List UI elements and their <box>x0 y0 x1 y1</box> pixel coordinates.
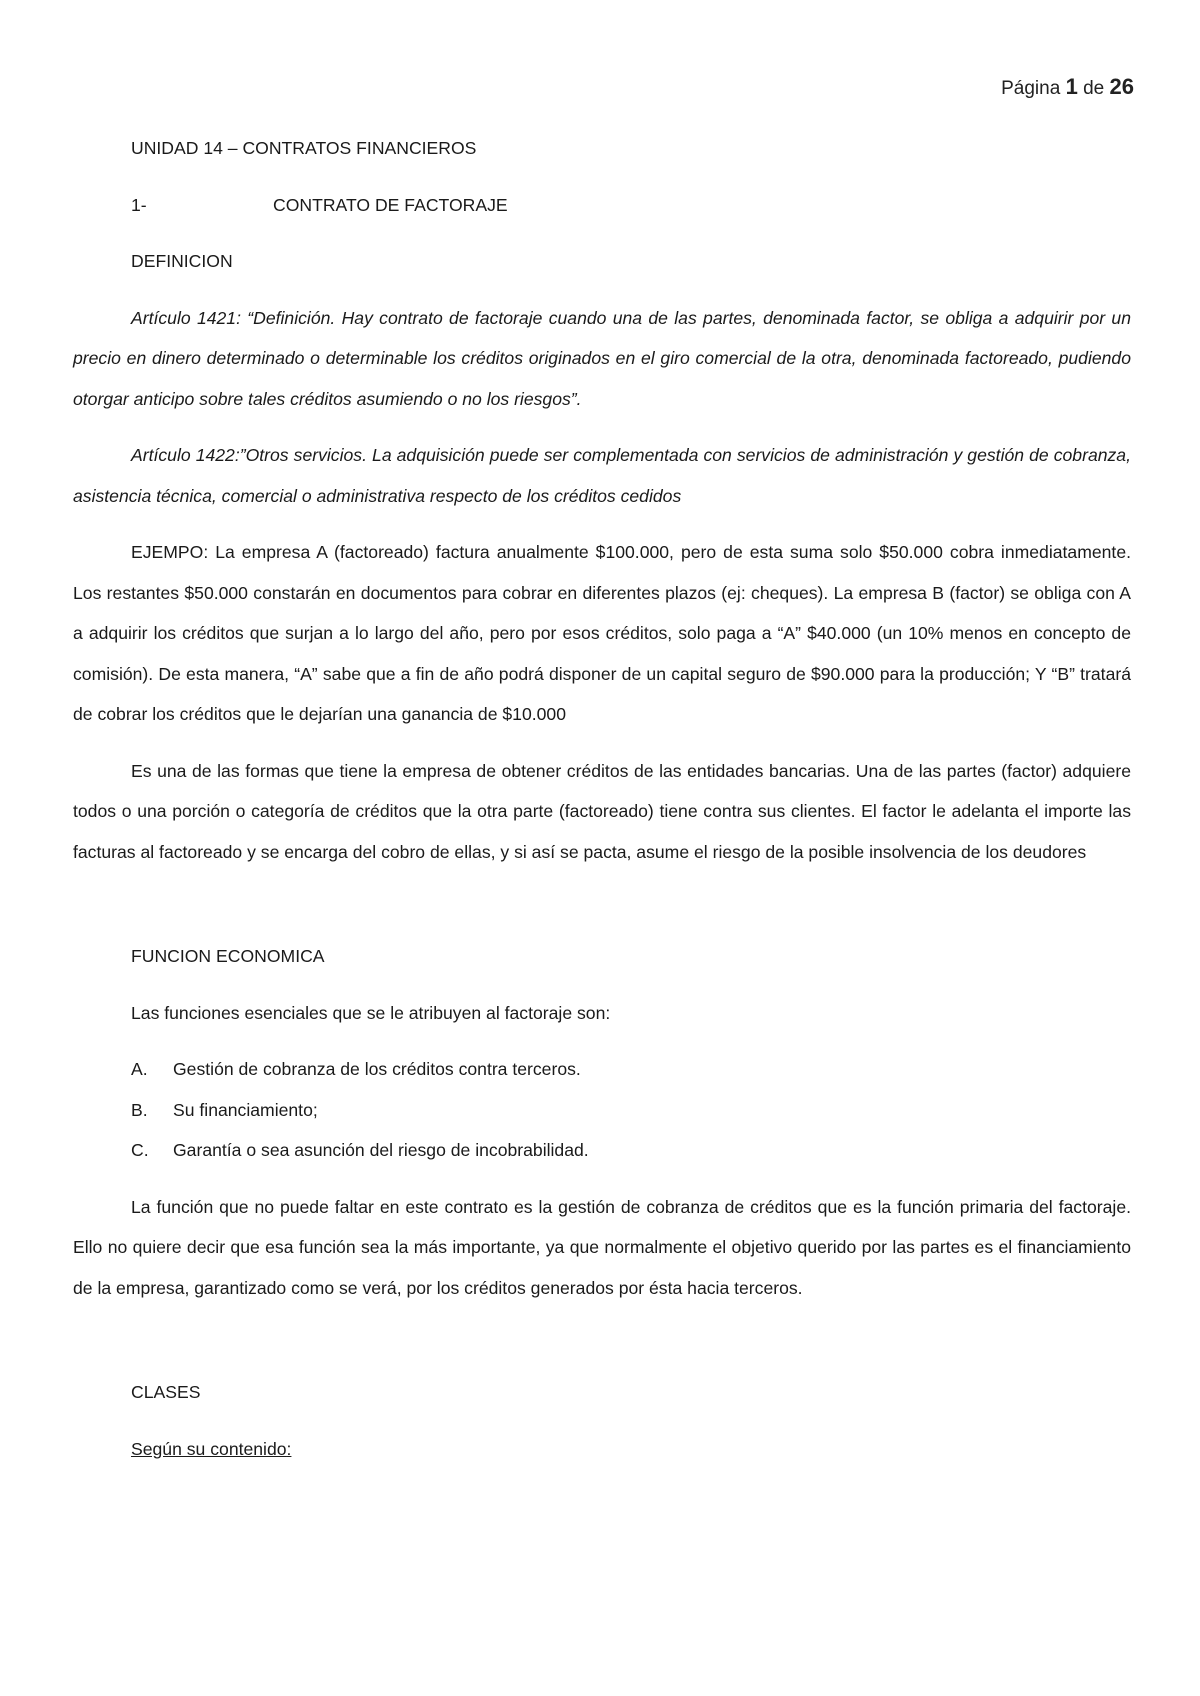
list-item <box>73 1090 1131 1131</box>
funcion-paragraph: La función que no puede faltar en este contrato es la gestión de cobranza de créditos que es la función primaria del factoraje. Ello no quiere decir que esa función sea la más importante, ya que normalmente el objetivo querido por las partes es el financiamiento de la empresa, garantizado como se verá, por los créditos generados por ésta hacia terceros. <box>73 1196 1131 1298</box>
funciones-list <box>73 1049 1131 1171</box>
funciones-intro: Las funciones esenciales que se le atribuyen al factoraje son: <box>131 1002 611 1023</box>
section-heading <box>73 185 1131 226</box>
segun-contenido-colon: : <box>286 1438 292 1459</box>
list-item <box>73 1130 1131 1171</box>
list-text: Su financiamiento; <box>173 1099 318 1120</box>
page-total: 26 <box>1109 74 1134 99</box>
article-1421-paragraph: Artículo 1421: “Definición. Hay contrato de factoraje cuando una de las partes, denominada factor, se obliga a adquirir por un precio en dinero determinado o determinable los créditos originados en el giro comercial de la otra, denominada factoreado, pudiendo otorgar anticipo sobre tales créditos asumiendo o no los riesgos”. <box>73 307 1131 409</box>
page-current: 1 <box>1065 74 1078 99</box>
clases-heading: CLASES <box>131 1382 201 1402</box>
list-item <box>73 1049 1131 1090</box>
funcion-economica-heading: FUNCION ECONOMICA <box>131 946 325 966</box>
unit-title: UNIDAD 14 – CONTRATOS FINANCIEROS <box>131 138 477 158</box>
segun-contenido-heading <box>73 1429 1131 1470</box>
list-text: Garantía o sea asunción del riesgo de incobrabilidad. <box>173 1140 589 1160</box>
list-text: Gestión de cobranza de los créditos contra terceros. <box>173 1059 581 1079</box>
segun-contenido-label: Según su contenido <box>131 1438 287 1459</box>
article-1422-paragraph: Artículo 1422:”Otros servicios. La adquisición puede ser complementada con servicios de administración y gestión de cobranza, asistencia técnica, comercial o administrativa respecto de los créditos cedidos <box>73 445 1131 506</box>
example-paragraph: EJEMPO: La empresa A (factoreado) factura anualmente $100.000, pero de esta suma solo $50.000 cobra inmediatamente. Los restantes $50.000 constarán en documentos para cobrar en diferentes plazos (ej: cheques). La empresa B (factor) se obliga con A a adquirir los créditos que surjan a lo largo del año, pero por esos créditos, solo paga a “A” $40.000 (un 10% menos en concepto de comisión). De esta manera, “A” sabe que a fin de año podrá disponer de un capital seguro de $90.000 para la producción; Y “B” tratará de cobrar los créditos que le dejarían una ganancia de $10.000 <box>73 542 1131 724</box>
page-label: Página <box>1001 78 1061 99</box>
section-number: 1- <box>131 194 147 215</box>
section-title: CONTRATO DE FACTORAJE <box>273 194 508 215</box>
definicion-heading: DEFINICION <box>131 251 233 271</box>
page-of-label: de <box>1083 78 1105 99</box>
document-body <box>73 128 1131 1469</box>
list-letter: C. <box>131 1140 149 1160</box>
list-letter: A. <box>131 1059 148 1079</box>
list-letter: B. <box>131 1099 148 1120</box>
formas-paragraph: Es una de las formas que tiene la empresa de obtener créditos de las entidades bancarias. Una de las partes (factor) adquiere todos o una porción o categoría de créditos que la otra parte (factoreado) tiene contra sus clientes. El factor le adelanta el importe las facturas al factoreado y se encarga del cobro de ellas, y si así se pacta, asume el riesgo de la posible insolvencia de los deudores <box>73 760 1131 862</box>
page-number-header <box>1001 74 1134 100</box>
